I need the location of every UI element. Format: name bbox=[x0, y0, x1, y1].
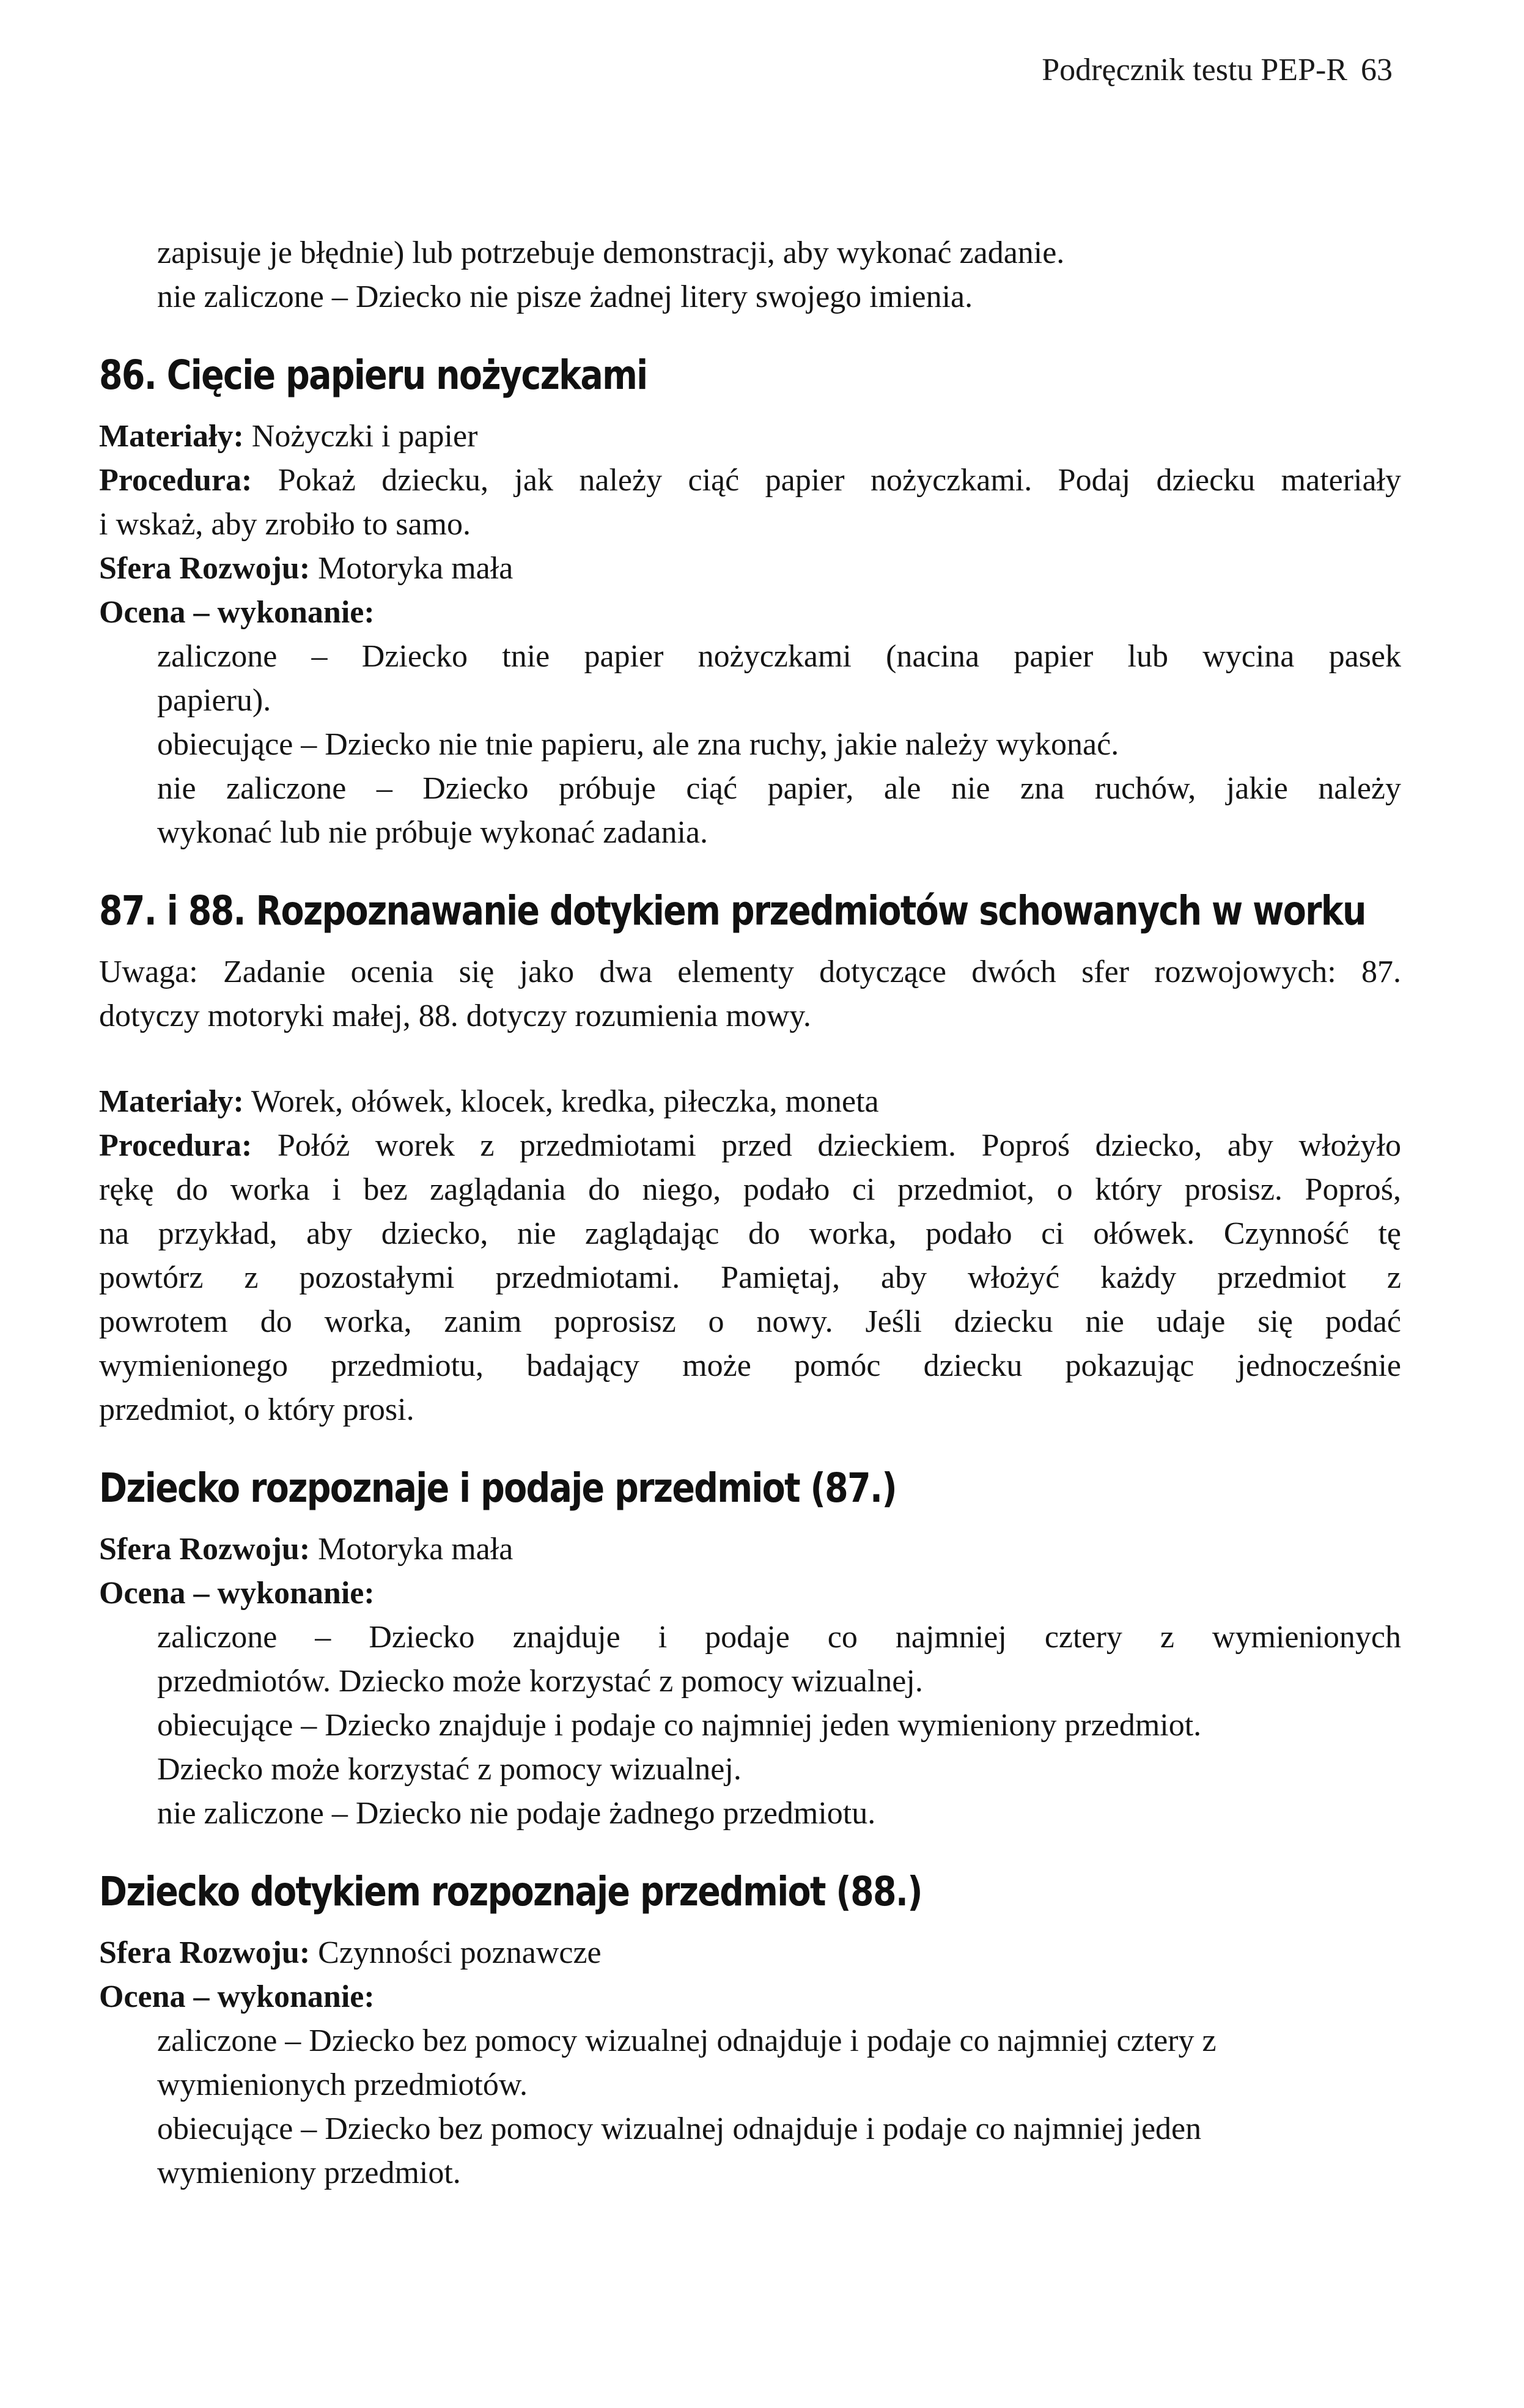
s87-88-procedure-line-1 bbox=[99, 1124, 1401, 1168]
section-86-heading: 86. Cięcie papieru nożyczkami bbox=[99, 352, 647, 399]
s87-88-materials bbox=[99, 1080, 1401, 1124]
s88-pass-line-1: zaliczone – Dziecko bez pomocy wizualnej odnajduje i podaje co najmniej cztery z bbox=[157, 2023, 1217, 2058]
s87-sphere bbox=[99, 1527, 1401, 1571]
s87-pass-line-2: przedmiotów. Dziecko może korzystać z pomocy wizualnej. bbox=[157, 1664, 923, 1699]
s87-88-procedure-line-2: rękę do worka i bez zaglądania do niego, podało ci przedmiot, o który prosisz. Poproś, bbox=[99, 1172, 1401, 1207]
s86-materials bbox=[99, 415, 1401, 459]
s87-88-procedure-line-3: na przykład, aby dziecko, nie zaglądając do worka, podało ci ołówek. Czynność tę bbox=[99, 1216, 1401, 1251]
s87-88-procedure-line-4: powtórz z pozostałymi przedmiotami. Pamiętaj, aby włożyć każdy przedmiot z bbox=[99, 1260, 1401, 1295]
s87-88-procedure-text-1: Połóż worek z przedmiotami przed dzieckiem. Poproś dziecko, aby włożyło bbox=[277, 1128, 1402, 1163]
s87-emerging-line-1: obiecujące – Dziecko znajduje i podaje co najmniej jeden wymieniony przedmiot. bbox=[157, 1708, 1202, 1743]
s87-88-note-line-2: dotyczy motoryki małej, 88. dotyczy rozumienia mowy. bbox=[99, 999, 811, 1033]
s87-assessment-label: Ocena – wykonanie: bbox=[99, 1576, 375, 1611]
s86-materials-value: Nożyczki i papier bbox=[251, 419, 478, 454]
page-content bbox=[99, 231, 1401, 2195]
running-title: Podręcznik testu PEP-R bbox=[1042, 53, 1347, 87]
s88-sphere bbox=[99, 1931, 1401, 1975]
s87-sphere-value: Motoryka mała bbox=[318, 1532, 514, 1567]
section-88-heading: Dziecko dotykiem rozpoznaje przedmiot (88.) bbox=[99, 1868, 922, 1915]
s88-emerging-line-1: obiecujące – Dziecko bez pomocy wizualnej odnajduje i podaje co najmniej jeden bbox=[157, 2111, 1202, 2146]
s87-fail-line-1: nie zaliczone – Dziecko nie podaje żadnego przedmiotu. bbox=[157, 1796, 876, 1831]
s86-pass-line-1: zaliczone – Dziecko tnie papier nożyczkami (nacina papier lub wycina pasek bbox=[157, 639, 1401, 674]
intro-line-1: zapisuje je błędnie) lub potrzebuje demonstracji, aby wykonać zadanie. bbox=[157, 235, 1065, 270]
s88-sphere-value: Czynności poznawcze bbox=[318, 1935, 602, 1970]
s87-88-note-line-1: Uwaga: Zadanie ocenia się jako dwa elementy dotyczące dwóch sfer rozwojowych: 87. bbox=[99, 955, 1401, 989]
s86-procedure-line-1 bbox=[99, 459, 1401, 503]
s86-fail-line-1: nie zaliczone – Dziecko próbuje ciąć papier, ale nie zna ruchów, jakie należy bbox=[157, 771, 1401, 806]
s87-emerging-line-2: Dziecko może korzystać z pomocy wizualnej. bbox=[157, 1752, 742, 1787]
s88-emerging-line-2: wymieniony przedmiot. bbox=[157, 2155, 461, 2190]
section-87 bbox=[99, 1463, 1401, 1514]
section-87-88-heading: 87. i 88. Rozpoznawanie dotykiem przedmiotów schowanych w worku bbox=[99, 887, 1366, 934]
intro-line-2: nie zaliczone – Dziecko nie pisze żadnej litery swojego imienia. bbox=[157, 279, 973, 314]
s86-procedure-line-2: i wskaż, aby zrobiło to samo. bbox=[99, 507, 471, 542]
s86-sphere bbox=[99, 547, 1401, 591]
s88-pass-line-2: wymienionych przedmiotów. bbox=[157, 2067, 528, 2102]
s86-sphere-label: Sfera Rozwoju: bbox=[99, 551, 311, 586]
s87-88-materials-value: Worek, ołówek, klocek, kredka, piłeczka, moneta bbox=[251, 1084, 879, 1119]
s87-88-procedure-line-6: wymienionego przedmiotu, badający może pomóc dziecku pokazując jednocześnie bbox=[99, 1348, 1401, 1383]
s86-materials-label: Materiały: bbox=[99, 419, 244, 454]
running-header bbox=[1042, 49, 1393, 92]
s87-88-materials-label: Materiały: bbox=[99, 1084, 244, 1119]
section-88 bbox=[99, 1866, 1401, 1918]
section-87-heading: Dziecko rozpoznaje i podaje przedmiot (87.) bbox=[99, 1464, 897, 1512]
s86-fail-line-2: wykonać lub nie próbuje wykonać zadania. bbox=[157, 815, 709, 850]
section-86 bbox=[99, 350, 1401, 401]
section-87-88 bbox=[99, 885, 1401, 937]
s86-sphere-value: Motoryka mała bbox=[318, 551, 514, 586]
s86-emerging-line-1: obiecujące – Dziecko nie tnie papieru, ale zna ruchy, jakie należy wykonać. bbox=[157, 727, 1119, 762]
s87-sphere-label: Sfera Rozwoju: bbox=[99, 1532, 311, 1567]
s86-assessment-label: Ocena – wykonanie: bbox=[99, 595, 375, 630]
s87-88-procedure-line-7: przedmiot, o który prosi. bbox=[99, 1392, 414, 1427]
s87-88-procedure-label: Procedura: bbox=[99, 1128, 252, 1163]
s87-pass-line-1: zaliczone – Dziecko znajduje i podaje co najmniej cztery z wymienionych bbox=[157, 1620, 1401, 1655]
s86-pass-line-2: papieru). bbox=[157, 683, 271, 718]
s88-sphere-label: Sfera Rozwoju: bbox=[99, 1935, 311, 1970]
s86-procedure-text-1: Pokaż dziecku, jak należy ciąć papier nożyczkami. Podaj dziecku materiały bbox=[278, 463, 1402, 498]
s87-88-procedure-line-5: powrotem do worka, zanim poprosisz o nowy. Jeśli dziecku nie udaje się podać bbox=[99, 1304, 1401, 1339]
s88-assessment-label: Ocena – wykonanie: bbox=[99, 1979, 375, 2014]
page-number: 63 bbox=[1361, 53, 1393, 87]
s86-procedure-label: Procedura: bbox=[99, 463, 252, 498]
